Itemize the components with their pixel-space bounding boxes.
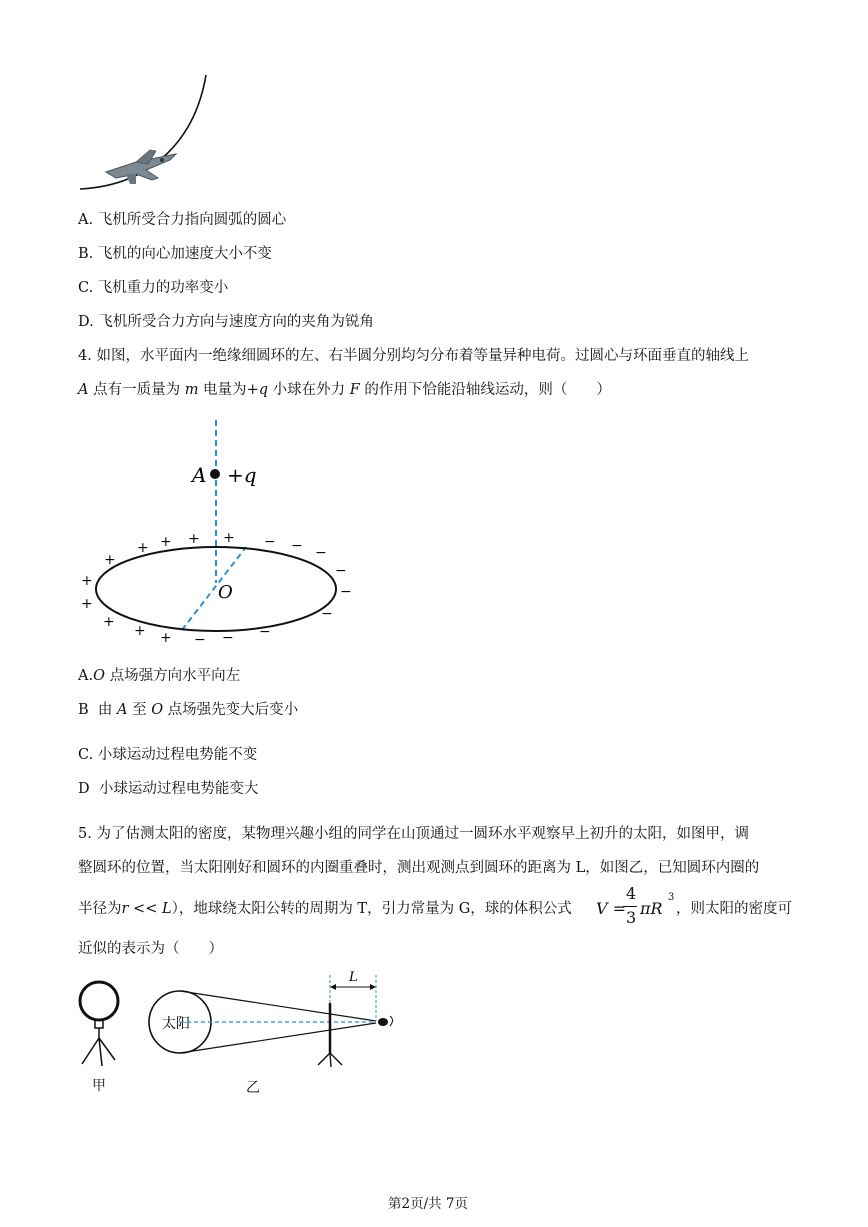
diameter-line (182, 547, 246, 630)
q4-option-b: B 由 A 至 O 点场强先变大后变小 (78, 702, 299, 718)
q3-option-d: D. 飞机所受合力方向与速度方向的夹角为锐角 (78, 314, 374, 330)
svg-text:−: − (264, 534, 276, 550)
ring (80, 982, 118, 1020)
svg-text:+: + (134, 623, 146, 639)
svg-text:+: + (160, 534, 172, 550)
svg-text:−: − (259, 624, 271, 640)
figure-yi-caption: 乙 (246, 1080, 260, 1096)
sun-label: 太阳 (162, 1016, 190, 1032)
figure-jia-caption: 甲 (92, 1078, 106, 1094)
q5-stem-line3: 半径为r << L），地球绕太阳公转的周期为 T，引力常量为 G，球的体积公式 (78, 901, 572, 917)
svg-text:+: + (137, 540, 149, 556)
svg-text:+: + (81, 596, 93, 612)
svg-text:+: + (160, 630, 172, 646)
svg-text:−: − (340, 584, 352, 600)
svg-text:+: + (188, 531, 200, 547)
point-a-label: A (192, 463, 207, 487)
q5-stem-line2: 整圆环的位置，当太阳刚好和圆环的内圈重叠时，测出观测点到圆环的距离为 L，如图乙，已知圆环内圈的 (78, 860, 760, 876)
q3-option-a: A. 飞机所受合力指向圆弧的圆心 (78, 212, 287, 228)
figure-yi (140, 965, 410, 1070)
svg-text:+: + (81, 573, 93, 589)
svg-text:−: − (335, 563, 347, 579)
svg-text:+: + (103, 614, 115, 630)
tripod-leg-left (82, 1038, 99, 1064)
length-l-label: L (349, 970, 358, 985)
q3-figure (70, 70, 220, 195)
ball-point (210, 469, 220, 479)
svg-text:−: − (291, 538, 303, 554)
page-footer: 第2页/共 7页 (388, 1196, 469, 1212)
charged-ring (96, 547, 336, 631)
q3-option-b: B. 飞机的向心加速度大小不变 (78, 246, 272, 262)
q5-stem-line4: 近似的表示为（ ） (78, 941, 223, 957)
svg-text:−: − (194, 632, 206, 648)
q3-option-c: C. 飞机重力的功率变小 (78, 280, 229, 296)
q4-option-c: C. 小球运动过程电势能不变 (78, 747, 258, 763)
q4-stem-line1: 4. 如图，水平面内一绝缘细圆环的左、右半圆分别均匀分布着等量异种电荷。过圆心与环面垂直的轴线上 (78, 348, 749, 364)
svg-text:+: + (104, 552, 116, 568)
q4-stem-line2: A 点有一质量为 m 电量为+q 小球在外力 F 的作用下恰能沿轴线运动，则（ ） (78, 382, 611, 398)
eye-icon (378, 1016, 393, 1026)
charge-label: +q (227, 463, 257, 487)
figure-jia (70, 980, 140, 1070)
q4-option-d: D 小球运动过程电势能变大 (78, 781, 259, 797)
cone-bottom-edge (180, 1023, 376, 1053)
q4-option-a: A.O 点场强方向水平向左 (78, 668, 241, 684)
center-o-label: O (218, 582, 233, 603)
cone-top-edge (180, 991, 376, 1021)
q5-stem-line3-end: ，则太阳的密度可 (676, 901, 792, 917)
q4-figure (70, 415, 370, 655)
svg-text:−: − (321, 606, 333, 622)
svg-text:+: + (223, 530, 235, 546)
q5-stem-line1: 5. 为了估测太阳的密度，某物理兴趣小组的同学在山顶通过一圆环水平观察早上初升的太阳，如图甲，调 (78, 826, 749, 842)
svg-text:−: − (315, 545, 327, 561)
svg-text:−: − (222, 630, 234, 646)
